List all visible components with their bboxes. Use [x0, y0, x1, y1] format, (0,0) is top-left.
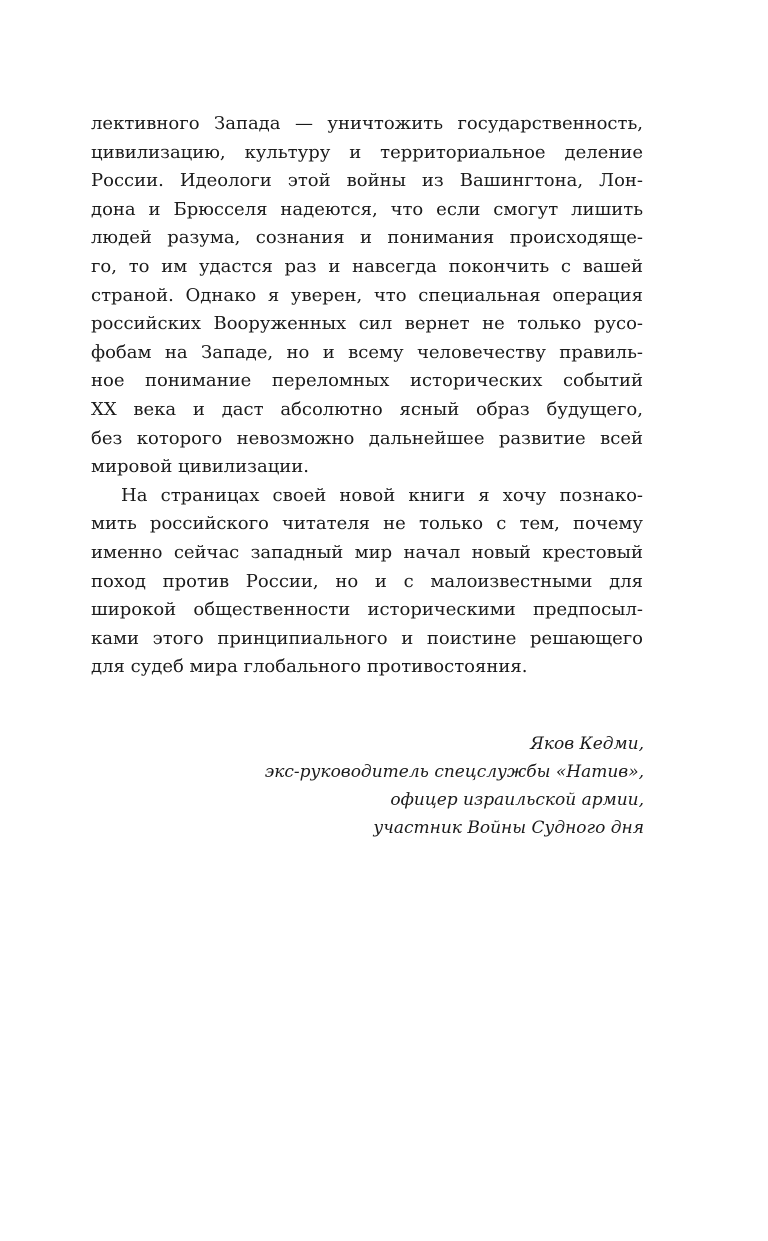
- text-line: страной. Однако я уверен, что специальная операция: [91, 284, 643, 306]
- text-line: фобам на Западе, но и всему человечеству правиль-: [91, 341, 643, 363]
- text-line: поход против России, но и с малоизвестными для: [91, 570, 643, 592]
- author-name: Яков Кедми,: [530, 734, 644, 754]
- author-signature: [265, 730, 644, 842]
- text-line: ное понимание переломных исторических событий: [91, 370, 643, 392]
- author-title: офицер израильской армии,: [390, 790, 644, 810]
- text-line: го, то им удастся раз и навсегда покончить с вашей: [91, 255, 643, 277]
- author-title: участник Войны Судного дня: [373, 818, 644, 838]
- text-line: мить российского читателя не только с тем, почему: [91, 513, 643, 535]
- text-line: широкой общественности историческими предпосыл-: [91, 599, 643, 621]
- text-line: XX века и даст абсолютно ясный образ будущего,: [91, 398, 643, 420]
- text-line: На страницах своей новой книги я хочу познако-: [121, 484, 643, 506]
- text-line: именно сейчас западный мир начал новый крестовый: [91, 541, 643, 563]
- text-line: для судеб мира глобального противостояния.: [91, 656, 528, 678]
- text-line: России. Идеологи этой войны из Вашингтона, Лон-: [91, 170, 643, 192]
- text-line: цивилизацию, культуру и территориальное деление: [91, 141, 643, 163]
- text-line: людей разума, сознания и понимания происходяще-: [91, 227, 643, 249]
- paragraph: [91, 482, 643, 682]
- body-text: [91, 110, 643, 682]
- text-line: российских Вооруженных сил вернет не только русо-: [91, 313, 643, 335]
- text-line: мировой цивилизации.: [91, 456, 310, 478]
- text-line: ками этого принципиального и поистине решающего: [91, 627, 643, 649]
- text-line: лективного Запада — уничтожить государственность,: [91, 113, 643, 134]
- author-title: экс-руководитель спецслужбы «Натив»,: [264, 762, 644, 782]
- paragraph: [91, 110, 643, 482]
- text-line: без которого невозможно дальнейшее развитие всей: [91, 427, 643, 449]
- text-line: дона и Брюсселя надеются, что если смогут лишить: [91, 198, 643, 220]
